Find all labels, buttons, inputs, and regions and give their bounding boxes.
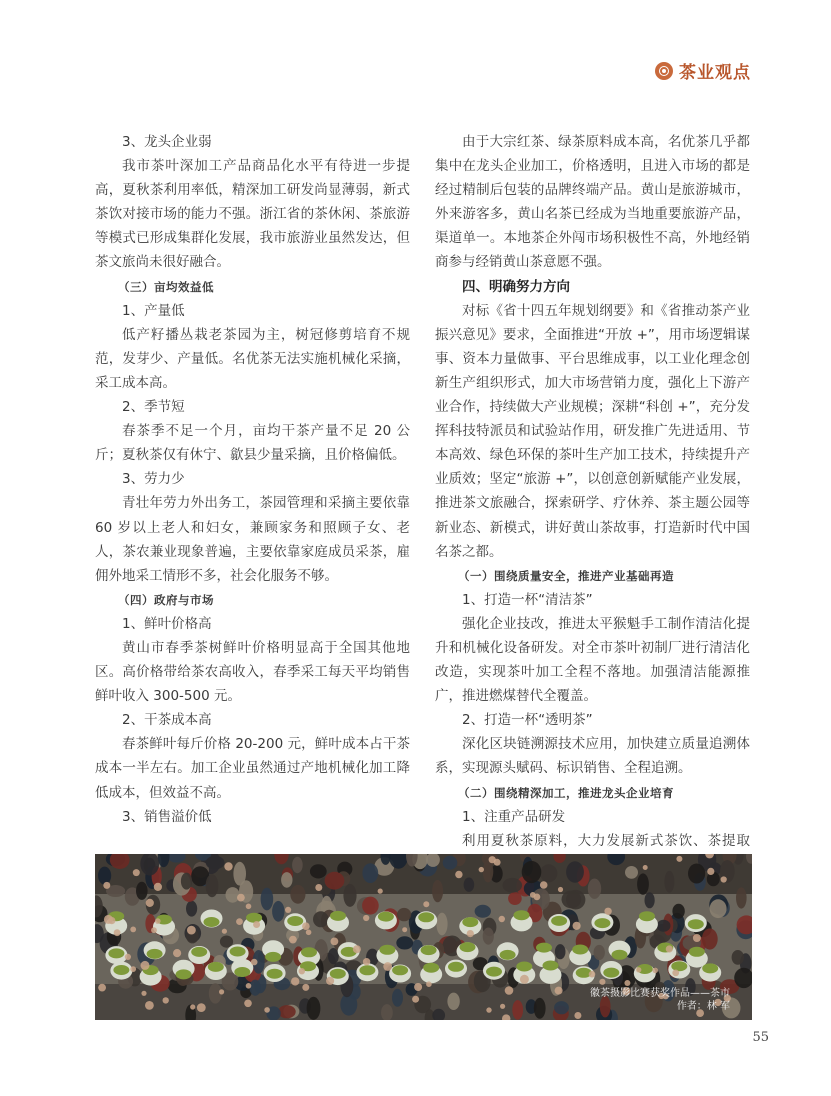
body-paragraph: 青壮年劳力外出务工，茶园管理和采摘主要依靠 60 岁以上老人和妇女，兼顾家务和照顾子女、老人，茶农兼业现象普遍，主要依靠家庭成员采茶，雇佣外地采工情形不多，社会化服务不够。 [95, 495, 410, 584]
green-tea-leaves [688, 919, 704, 929]
green-tea-leaves [287, 916, 303, 926]
green-tea-leaves [462, 917, 478, 927]
green-tea-leaves [612, 950, 628, 960]
green-tea-leaves [230, 947, 246, 957]
green-tea-leaves [418, 912, 434, 922]
green-tea-leaves [423, 963, 439, 973]
list-heading: 2、季节短 [122, 399, 185, 416]
green-tea-leaves [176, 969, 192, 979]
list-heading: 1、产量低 [122, 302, 185, 319]
green-tea-leaves [594, 918, 610, 928]
list-heading: 1、打造一杯“清洁茶” [462, 591, 593, 608]
green-tea-leaves [516, 962, 532, 972]
green-tea-leaves [147, 949, 163, 959]
body-paragraph: 黄山市春季茶树鲜叶价格明显高于全国其他地区。高价格带给茶农高收入，春季采工每天平均销售鲜叶收入 300-500 元。 [95, 639, 410, 705]
tea-market-photo [95, 854, 752, 1020]
list-heading: 3、销售溢价低 [122, 808, 212, 825]
green-tea-leaves [330, 969, 346, 979]
body-paragraph: 我市茶叶深加工产品商品化水平有待进一步提高，夏秋茶利用率低，精深加工研发尚显薄弱，新式茶饮对接市场的能力不强。浙江省的茶休闲、茶旅游等模式已形成集群化发展，我市旅游业虽然发达，但茶文旅尚未很好融合。 [95, 158, 410, 271]
green-tea-leaves [359, 965, 375, 975]
list-heading: 3、龙头企业弱 [122, 134, 212, 150]
green-tea-leaves [234, 967, 250, 977]
green-tea-leaves [551, 916, 567, 926]
subsection-heading: （一）围绕质量安全，推进产业基础再造 [458, 568, 674, 583]
green-tea-leaves [500, 950, 516, 960]
green-tea-leaves [671, 961, 687, 971]
green-tea-leaves [392, 965, 408, 975]
body-paragraph: 春茶鲜叶每斤价格 20-200 元，鲜叶成本占干茶成本一半左右。加工企业虽然通过产地机械化加工降低成本，但效益不高。 [95, 736, 410, 801]
green-tea-leaves [421, 945, 437, 955]
section-title: 茶业观点 [679, 63, 751, 83]
photo-caption-author: 作者：林 军 [676, 1001, 730, 1012]
green-tea-leaves [460, 942, 476, 952]
left-text-column [95, 130, 410, 829]
green-tea-leaves [639, 911, 655, 921]
body-paragraph: 对标《省十四五年规划纲要》和《省推动茶产业振兴意见》要求，全面推进“开放 +”，用市场逻辑谋事、资本力量做事、平台思维成事，以工业化理念创新生产组织形式，加大市场营销力度，强化上下游产业合作，持续做大产业规模；深耕“科创 +”，充分发挥科技特派员和试验站作用，研发推广先进适用、节本高效、绿色环保的茶叶生产加工技术，持续提升产业质效；坚定“旅游 +”，以创意创新赋能产业发展，推进茶文旅融合，探索研学、疗休养、茶主题公园等新业态、新模式，讲好黄山茶故事，打造新时代中国名茶之都。 [435, 302, 750, 560]
green-tea-leaves [448, 962, 464, 972]
green-tea-leaves [689, 947, 705, 957]
photo-caption-title: 徽茶摄影比赛获奖作品——茶市 [590, 988, 730, 999]
green-tea-leaves [265, 952, 281, 962]
green-tea-leaves [572, 945, 588, 955]
green-tea-leaves [113, 965, 129, 975]
circle-emblem-icon [655, 62, 673, 80]
body-paragraph: 低产籽播丛栽老茶园为主，树冠修剪培育不规范，发芽少、产量低。名优茶无法实施机械化采摘，采工成本高。 [95, 326, 410, 391]
green-tea-leaves [702, 963, 718, 973]
green-tea-leaves [514, 910, 530, 920]
green-tea-leaves [330, 911, 346, 921]
list-heading: 2、打造一杯“透明茶” [462, 712, 593, 729]
green-tea-leaves [378, 912, 394, 922]
photo-caption [590, 987, 730, 1013]
subsection-heading: （四）政府与市场 [118, 592, 214, 607]
green-tea-leaves [301, 947, 317, 957]
green-tea-leaves [603, 968, 619, 978]
green-tea-leaves [191, 947, 207, 957]
subsection-heading: （二）围绕精深加工，推进龙头企业培育 [458, 785, 674, 800]
green-tea-leaves [108, 948, 124, 958]
list-heading: 1、注重产品研发 [462, 808, 566, 825]
green-tea-leaves [486, 967, 502, 977]
green-tea-leaves [536, 943, 552, 953]
right-text-column [435, 130, 750, 877]
list-heading: 3、劳力少 [122, 471, 185, 488]
body-paragraph: 由于大宗红茶、绿茶原料成本高，名优茶几乎都集中在龙头企业加工，价格透明，且进入市场的都是经过精制后包装的品牌终端产品。黄山是旅游城市，外来游客多，黄山名茶已经成为当地重要旅游产品，渠道单一。本地茶企外闯市场积极性不高，外地经销商参与经销黄山茶意愿不强。 [435, 134, 750, 271]
list-heading: 2、干茶成本高 [122, 712, 212, 729]
body-paragraph: 春茶季不足一个月，亩均干茶产量不足 20 公斤；夏秋茶仅有休宁、歙县少量采摘，且价格偏低。 [95, 423, 410, 464]
green-tea-leaves [379, 945, 395, 955]
green-tea-leaves [204, 917, 220, 927]
green-tea-leaves [208, 962, 224, 972]
list-heading: 1、鲜叶价格高 [122, 615, 212, 632]
green-tea-leaves [246, 913, 262, 923]
body-paragraph: 强化企业技改，推进太平猴魁手工制作清洁化提升和机械化设备研发。对全市茶叶初制厂进行清洁化改造，实现茶叶加工全程不落地。加强清洁能源推广，推进燃煤替代全覆盖。 [435, 615, 750, 705]
body-paragraph: 深化区块链溯源技术应用，加快建立质量追溯体系，实现源头赋码、标识销售、全程追溯。 [435, 736, 750, 777]
section-heading: 四、明确努力方向 [462, 278, 570, 295]
page-number: 55 [752, 1030, 769, 1045]
green-tea-leaves [543, 961, 559, 971]
body-paragraph: 利用夏秋茶原料，大力发展新式茶饮、茶提取 [462, 832, 750, 849]
green-tea-leaves [267, 969, 283, 979]
subsection-heading: （三）亩均效益低 [118, 279, 214, 294]
section-header [655, 58, 751, 83]
